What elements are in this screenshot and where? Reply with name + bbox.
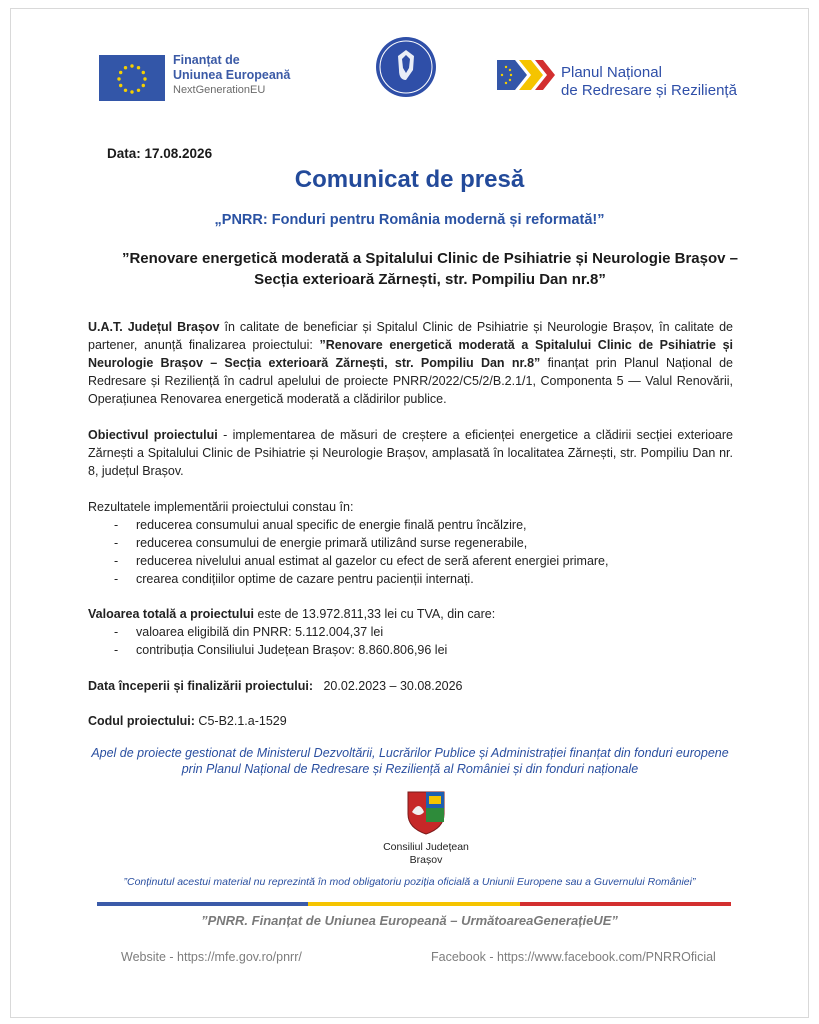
project-title-line1: ”Renovare energetică moderată a Spitalului Clinic de Psihiatrie și Neurologie Brașov – [121,250,739,267]
page-subtitle: „PNRR: Fonduri pentru România modernă și reformată!” [214,212,605,228]
call-info-line1: Apel de proiecte gestionat de Ministerul Dezvoltării, Lucrărilor Publice și Administrației finanțat din fonduri europene [91,746,729,760]
eu-line3: NextGenerationEU [173,84,266,96]
cjb-line2: Brașov [409,854,443,866]
footer-tagline: ”PNRR. Finanțat de Uniunea Europeană – UrmătoareaGenerațieUE” [201,913,618,928]
eu-flag-icon [99,55,165,101]
results-intro: Rezultatele implementării proiectului constau în: [88,500,354,514]
divider-red [520,902,731,906]
document-date: Data: 17.08.2026 [107,146,213,161]
results-section [88,498,733,588]
eu-line1: Finanțat de [173,53,240,67]
project-title-line2: Secția exterioară Zărnești, str. Pompiliu Dan nr.8” [254,271,606,288]
value-list [88,623,733,659]
facebook-link[interactable]: Facebook - https://www.facebook.com/PNRROficial [431,950,716,964]
list-item: - contribuția Consiliului Județean Brașov: 8.860.806,96 lei [88,641,733,659]
disclaimer: ”Conținutul acestui material nu reprezintă în mod obligatoriu poziția oficială a Uniunii Europene sau a Guvernului României” [123,876,696,888]
dates-value: 20.02.2023 – 30.08.2026 [323,679,463,693]
objective-paragraph [88,426,733,480]
intro-paragraph [88,318,733,408]
pnrr-label [561,64,737,100]
project-code [88,712,733,730]
page-title: Comunicat de presă [294,166,525,193]
cjb-line1: Consiliul Județean [383,841,469,853]
pnrr-line2: de Redresare și Reziliență [561,82,737,99]
dates-label: Data începerii și finalizării proiectului: [88,679,314,693]
call-info [80,745,740,777]
government-seal-icon [375,36,437,98]
objective-label: Obiectivul proiectului [88,428,218,442]
value-total [88,605,733,623]
value-section [88,605,733,659]
eu-line2: Uniunea Europeană [173,68,291,82]
beneficiary-name: U.A.T. Județul Brașov [88,320,220,334]
code-label: Codul proiectului: [88,714,195,728]
list-item: - reducerea nivelului anual estimat al gazelor cu efect de seră aferent energiei primare, [88,552,733,570]
project-dates [88,677,733,695]
divider-yellow [308,902,519,906]
intro-text-1: în calitate de beneficiar și Spitalul Clinic de Psihiatrie și Neurologie Brașov, în calitate de partener, anunță finalizarea proiectului: [88,320,733,352]
pnrr-line1: Planul Național [561,64,662,81]
divider-blue [97,902,308,906]
list-item: - crearea condițiilor optime de cazare pentru pacienții internați. [88,570,733,588]
code-value: C5-B2.1.a-1529 [198,714,287,728]
list-item: - reducerea consumului anual specific de energie finală pentru încălzire, [88,516,733,534]
intro-project-name: ”Renovare energetică moderată a Spitalului Clinic de Psihiatrie și Neurologie Brașov – Secția exterioară Zărnești, str. Pompiliu Dan nr.8” [88,338,733,370]
eu-funding-label [173,53,290,98]
list-item: - reducerea consumului de energie primară utilizând surse regenerabile, [88,534,733,552]
intro-text-2: finanțat prin Planul Național de Redresare și Reziliență în cadrul apelului de proiecte PNRR/2022/C5/2/B.2.1/1, Componenta 5 — Valul Renovării, Operațiunea Renovarea energetică moderată a clădirilor publice. [88,356,733,406]
call-info-line2: prin Planul Național de Redresare și Reziliență al României și din fonduri naționale [181,762,639,776]
website-link[interactable]: Website - https://mfe.gov.ro/pnrr/ [121,950,302,964]
list-item: - valoarea eligibilă din PNRR: 5.112.004,37 lei [88,623,733,641]
county-council-name [370,841,482,867]
objective-text: - implementarea de măsuri de creștere a eficienței energetice a clădirii secției exterioare Zărnești a Spitalului Clinic de Psihiatrie și Neurologie Brașov, amplasată în localitatea Zărnești, str. Pompiliu Dan nr. 8, județul Brașov. [88,428,733,478]
value-label: Valoarea totală a proiectului [88,607,255,621]
project-title [90,248,770,290]
pnrr-logo-icon [497,58,559,92]
results-list [88,516,733,588]
value-text: este de 13.972.811,33 lei cu TVA, din care: [254,607,496,621]
brasov-coat-of-arms-icon [402,788,450,836]
tricolor-divider [97,902,731,906]
